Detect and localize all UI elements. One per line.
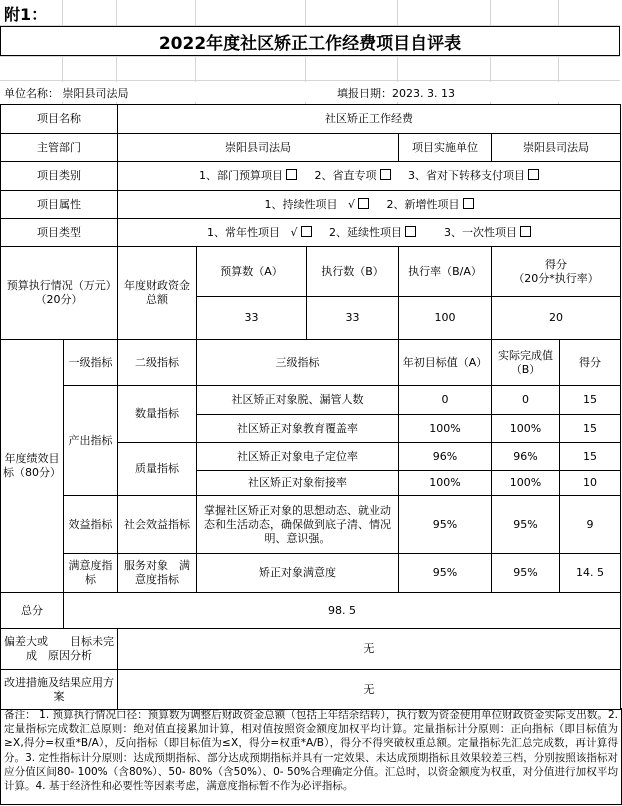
perf-label: 年度绩效目标（80分） — [1, 340, 64, 593]
indicator-name: 社区矫正对象脱、漏管人数 — [197, 386, 399, 415]
indicator-actual: 95% — [492, 554, 560, 593]
dept-label: 主管部门 — [1, 134, 118, 162]
unit-info — [4, 85, 129, 101]
category-option-1: 1、部门预算项目 — [199, 169, 284, 182]
category-option-2: 2、省直专项 — [314, 169, 377, 182]
output-indicator-label: 产出指标 — [64, 386, 118, 496]
total-label: 总分 — [1, 593, 64, 629]
checkbox-icon — [358, 198, 369, 209]
budget-header-planned: 预算数（A） — [197, 247, 307, 297]
indicator-actual: 0 — [492, 386, 560, 415]
indicator-target: 100% — [399, 415, 492, 443]
budget-header-rate: 执行率（B/A） — [399, 247, 492, 297]
row-total — [1, 593, 621, 629]
satisfaction-indicator-label: 满意度指标 — [64, 554, 118, 593]
row-improvement — [1, 670, 621, 710]
notes-label: 备注： — [4, 709, 36, 721]
quality-indicator-label: 质量指标 — [118, 443, 197, 496]
form-title: 2022年度社区矫正工作经费项目自评表 — [0, 26, 620, 56]
table-row — [1, 554, 621, 593]
type-option-1: 1、常年性项目 — [207, 225, 280, 239]
type-option-3: 3、一次性项目 — [443, 225, 517, 239]
indicator-score: 10 — [560, 471, 621, 496]
indicator-target: 96% — [399, 443, 492, 471]
perf-header-score: 得分 — [560, 340, 621, 386]
dept-value: 崇阳县司法局 — [118, 134, 399, 162]
checkbox-icon — [405, 226, 416, 237]
budget-rate-value: 100 — [399, 297, 492, 340]
quantity-indicator-label: 数量指标 — [118, 386, 197, 443]
row-budget-header — [1, 247, 621, 297]
checkbox-icon — [286, 169, 297, 180]
indicator-score: 14. 5 — [560, 554, 621, 593]
budget-executed-value: 33 — [307, 297, 399, 340]
perf-header-actual: 实际完成值（B） — [492, 340, 560, 386]
indicator-name: 社区矫正对象衔接率 — [197, 471, 399, 496]
attr-options — [118, 191, 621, 219]
deviation-label: 偏差大或 目标未完成 原因分析 — [1, 629, 118, 670]
indicator-actual: 100% — [492, 471, 560, 496]
total-value: 98. 5 — [64, 593, 621, 629]
checkbox-icon — [520, 226, 531, 237]
budget-planned-value: 33 — [197, 297, 307, 340]
notes — [0, 708, 622, 805]
impl-unit-value: 崇阳县司法局 — [492, 134, 621, 162]
perf-header-level3: 三级指标 — [197, 340, 399, 386]
type-options — [118, 219, 621, 247]
attr-option-1: 1、持续性项目 — [264, 197, 338, 211]
project-name-value: 社区矫正工作经费 — [118, 105, 621, 134]
budget-header-executed: 执行数（B） — [307, 247, 399, 297]
unit-value: 崇阳县司法局 — [62, 87, 129, 100]
perf-header-level1: 一级指标 — [64, 340, 118, 386]
check-mark-icon: √ — [290, 225, 298, 239]
checkbox-icon — [380, 169, 391, 180]
date-label: 填报日期： — [337, 87, 392, 100]
row-perf-header — [1, 340, 621, 386]
deviation-value: 无 — [118, 629, 621, 670]
notes-text: 1. 预算执行情况口径：预算数为调整后财政资金总额（包括上年结余结转），执行数为资金使用单位财政资金实际支出数。2. 定量指标完成数汇总原则：绝对值直接累加计算，相对值按照资金额度加权平均计算。定量指标计分原则：正向指标（即目标值为≥Ⅹ,得分=权重*B/A），反向指标（即目标值为≤Ⅹ，得分=权重*A/B），得分不得突破权重总额。定量指标先汇总完成数，再计算得分。3. 定性指标计分原则：达成预期指标、部分达成预期指标并具有一定效果、未达成预期指标且效果较差三档，分别按照该指标对应分值区间80- 100%（含80%）、50- 80%（含50%）、0- 50%合理确定分值。汇总时，以资金额度为权重，对分值进行加权平均计算。4. 基于经济性和必要性等因素考虑，满意度指标暂不作为必评指标。 — [4, 709, 618, 793]
indicator-target: 95% — [399, 496, 492, 554]
row-department — [1, 134, 621, 162]
date-info — [337, 85, 455, 101]
budget-label: 预算执行情况（万元） （20分） — [1, 247, 118, 340]
category-option-3: 3、省对下转移支付项目 — [407, 169, 525, 182]
table-row — [1, 386, 621, 415]
perf-header-target: 年初目标值（A） — [399, 340, 492, 386]
checkbox-icon — [463, 198, 474, 209]
indicator-score: 15 — [560, 386, 621, 415]
indicator-name: 掌握社区矫正对象的思想动态、就业动态和生活动态，确保做到底子清、情况明、意识强。 — [197, 496, 399, 554]
benefit-indicator-label: 效益指标 — [64, 496, 118, 554]
improve-value: 无 — [118, 670, 621, 710]
indicator-score: 15 — [560, 443, 621, 471]
indicator-score: 9 — [560, 496, 621, 554]
budget-header-score: 得分 （20分*执行率） — [492, 247, 621, 297]
impl-unit-label: 项目实施单位 — [399, 134, 492, 162]
indicator-name: 社区矫正对象电子定位率 — [197, 443, 399, 471]
date-value: 2023. 3. 13 — [392, 87, 455, 100]
attr-option-2: 2、新增性项目 — [386, 197, 460, 211]
checkbox-icon — [301, 226, 312, 237]
indicator-target: 95% — [399, 554, 492, 593]
service-satisfaction-label: 服务对象 满意度指标 — [118, 554, 197, 593]
perf-header-level2: 二级指标 — [118, 340, 197, 386]
indicator-target: 100% — [399, 471, 492, 496]
info-row — [0, 82, 620, 102]
category-options — [118, 162, 621, 191]
type-label: 项目类型 — [1, 219, 118, 247]
row-project-name — [1, 105, 621, 134]
row-deviation — [1, 629, 621, 670]
category-label: 项目类别 — [1, 162, 118, 191]
indicator-target: 0 — [399, 386, 492, 415]
budget-total-label: 年度财政资金总额 — [118, 247, 197, 340]
social-benefit-label: 社会效益指标 — [118, 496, 197, 554]
attr-label: 项目属性 — [1, 191, 118, 219]
budget-score-value: 20 — [492, 297, 621, 340]
table-row — [1, 496, 621, 554]
project-name-label: 项目名称 — [1, 105, 118, 134]
annex-label: 附1： — [4, 2, 50, 25]
indicator-name: 社区矫正对象教育覆盖率 — [197, 415, 399, 443]
check-mark-icon: √ — [348, 197, 356, 211]
indicator-actual: 96% — [492, 443, 560, 471]
unit-label: 单位名称： — [4, 87, 59, 100]
indicator-name: 矫正对象满意度 — [197, 554, 399, 593]
type-option-2: 2、延续性项目 — [329, 225, 402, 239]
evaluation-table — [0, 104, 621, 710]
indicator-score: 15 — [560, 415, 621, 443]
improve-label: 改进措施及结果应用方案 — [1, 670, 118, 710]
indicator-actual: 95% — [492, 496, 560, 554]
row-attribute — [1, 191, 621, 219]
checkbox-icon — [528, 169, 539, 180]
row-type — [1, 219, 621, 247]
row-category — [1, 162, 621, 191]
indicator-actual: 100% — [492, 415, 560, 443]
